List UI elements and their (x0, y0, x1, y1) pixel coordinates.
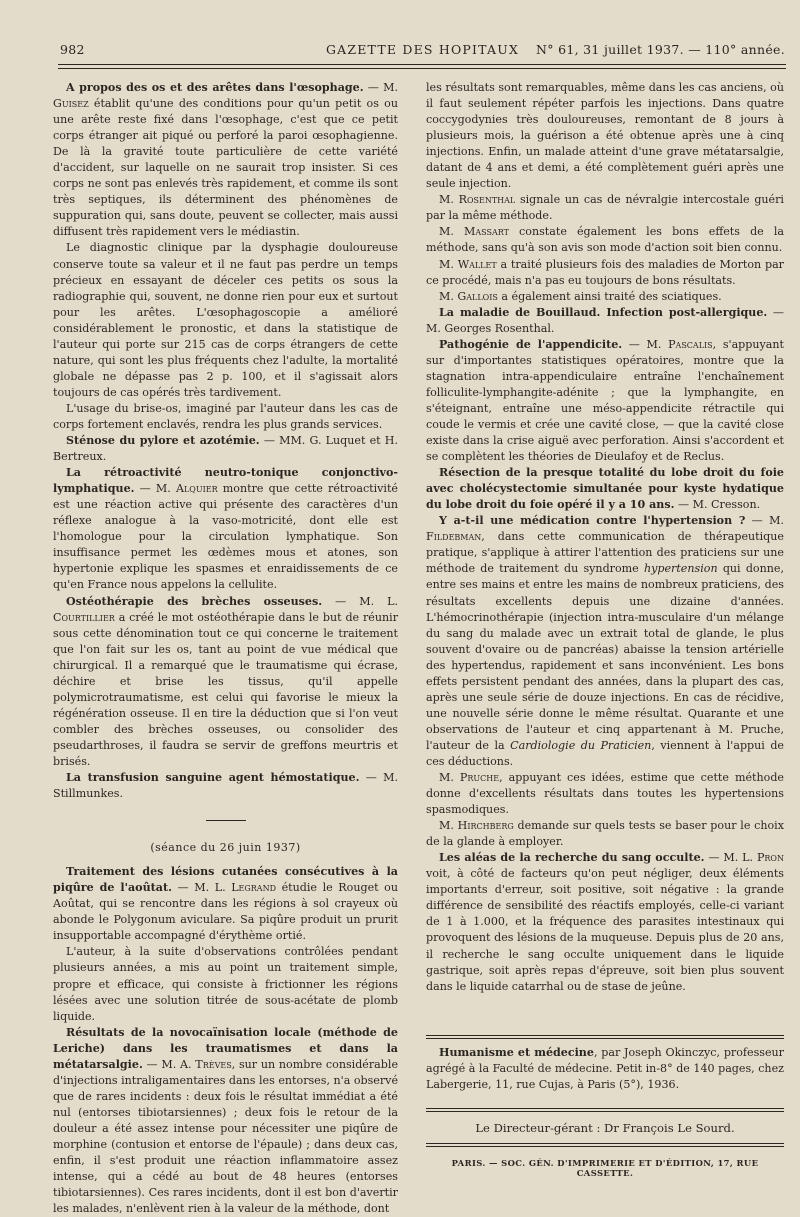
author-name: Rosenthal (458, 193, 516, 207)
issue-info: N° 61, 31 juillet 1937. — 110° année. (536, 42, 785, 57)
article-title: Résection de la presque totalité du lobe droit du foie avec cholécystectomie simultanée pour kyste hydatique du lobe droit du foie opéré il y a 10 ans. (426, 466, 784, 512)
author-name: Courtillier (53, 610, 115, 624)
article-paragraph (426, 465, 784, 513)
paragraph-text: , sur un nombre considérable d'injections intraligamentaires dans les entorses, n'a observé que de rares incidents : deux fois le résultat immédiat a été nul (entorses tibiotarsiennes) ; deux fois le retour de la douleur a été assez intense pour nécessiter une piqûre de morphine (contusion et entorse de l'épaule) ; dans deux cas, enfin, il s'est produit une réaction inflammatoire assez intense, qui a cédé au bout de 48 heures (entorses tibiotarsiennes). Ces rares incidents, dont il est bon d'avertir les malades, n'enlèvent rien à la valeur de la méthode, dont (53, 1057, 399, 1216)
paragraph-text: voit, à côté de facteurs qu'on peut négliger, deux éléments importants d'erreur, soit positive, soit négative : la grande différence de sensibilité des réactifs employés, celle-ci variant de 1 à 1.000, et la fréquence des parasites intestinaux qui provoquent des lésions de la muqueuse. Depuis plus de 20 ans, il recherche le sang occulte uniquement dans le liquide gastrique, soit après repas d'épreuve, soit bien plus souvent dans le liquide catarrhal ou de stase de jeûne. (426, 867, 784, 993)
author-name: Fildebman (426, 530, 482, 544)
left-column (53, 80, 398, 1217)
paragraph-text: — M. Stillmunkes. (53, 771, 398, 801)
article-paragraph: Ostéothérapie des brèches osseuses. — M. L. Courtillier a créé le mot ostéothérapie dans le but de réunir sous cette dénomination tout ce qui concerne le traitement que l'on fait sur les os, tant au point de vue médical que chirurgical. Il a remarqué que le traumatisme qui écrase, déchire et brise les tissus, qu'il appelle polymicrotraumatisme, est celui qui favorise le mieux la régénération osseuse. Il en tire la déduction que si l'on veut combler des brèches osseuses, ou consolider des pseudarthroses, il faudra se servir de greffons meurtris et brisés. (53, 594, 398, 768)
paragraph-text: demande sur quels tests se baser pour le choix de la glande à employer. (426, 819, 784, 849)
author-name: Pruche (459, 771, 500, 785)
author-name: Pascalis (668, 337, 713, 351)
article-paragraph: M. Wallet a traité plusieurs fois des maladies de Morton par ce procédé, mais n'a pas eu toujours de bons résultats. (426, 257, 784, 287)
book-rule-bottom (426, 1108, 784, 1109)
book-rule-top-2 (426, 1038, 784, 1039)
header-rule (58, 64, 786, 65)
paragraph-text: , s'appuyant sur d'importantes statistiques opératoires, montre que la stagnation intra-appendiculaire entraîne l'enchaînement folliculite-lymphangite-adénite ; que la lymphangite, en s'éteignant, entraîne une méso-appendicite rétractile qui coude le vermis et crée une cavité close, — que la cavité close existe dans la crise aiguë avec perforation. Ainsi s'accordent et se complètent les théories de Dieulafoy et de Reclus. (426, 337, 785, 464)
author-name: A. Trèves (180, 1057, 232, 1071)
book-text: , par Joseph Okinczyc, professeur agrégé à la Faculté de médecine. Petit in-8° de 140 pages, chez Labergerie, 11, rue Cujas, à Paris (5°), 1936. (426, 1046, 784, 1091)
author-name: Alquier (175, 482, 218, 496)
article-title: Sténose du pylore et azotémie. (66, 434, 260, 448)
paragraph-text: — M. Cresson. (674, 498, 761, 512)
article-paragraph: La rétroactivité neutro-tonique conjonctivo-lymphatique. — M. Alquier montre que cette rétroactivité est une réaction active qui présente des caractères d'un réflexe analogue à la vaso-motricité, dont elle est l'homologue pour la circulation lymphatique. Son insuffisance permet les œdèmes mous et atones, son hypertonie explique les spasmes et enraidissements de ce qu'en France nous appelons la cellulite. (53, 466, 398, 592)
article-paragraph: Résultats de la novocaïnisation locale (méthode de Leriche) dans les traumatismes et dans la métatarsalgie. — M. A. Trèves, sur un nombre considérable d'injections intraligamentaires dans les entorses, n'a observé que de rares incidents : deux fois le résultat immédiat a été nul (entorses tibiotarsiennes) ; deux fois le retour de la douleur a été assez intense pour nécessiter une piqûre de morphine (contusion et entorse de l'épaule) ; dans deux cas, enfin, il s'est produit une réaction inflammatoire assez intense, qui a cédé au bout de 48 heures (entorses tibiotarsiennes). Ces rares incidents, dont il est bon d'avertir les malades, n'enlèvent rien à la valeur de la méthode, dont (53, 1025, 399, 1216)
article-paragraph: Le diagnostic clinique par la dysphagie douloureuse conserve toute sa valeur et il ne faut pas perdre un temps précieux en essayant de déceler ces petits os sous la radiographie qui, souvent, ne donne rien pour eux et surtout pour les arêtes. L'œsophagoscopie a amélioré considérablement le pronostic, et dans la statistique de l'auteur qui porte sur 215 cas de corps étrangers de cette nature, qui sont les plus fréquents chez l'adulte, la mortalité globale ne dépasse pas 2 p. 100, et il s'agissait alors toujours de cas opérés très tardivement. (53, 241, 398, 399)
article-title: A propos des os et des arêtes dans l'œsophage. (66, 81, 364, 94)
author-name: Gallois (457, 289, 498, 303)
author-name: Guisez (53, 97, 89, 111)
book-paragraph (426, 1045, 784, 1093)
paragraph-text: qui donne, entre ses mains et entre les mains de nombreux praticiens, des résultats excellents depuis une dizaine d'années. L'hémocrinothérapie (injection intra-musculaire d'un mélange du sang du malade avec un extrait total de glande, le plus souvent d'ovaire ou de pancréas) abaisse la tension artérielle des hypertendus, rapidement et sans inconvénient. Les bons effets persistent pendant des années, dans la plupart des cas, après une seule série de douze injections. En cas de récidive, une nouvelle série donne le même résultat. Quarante et une observations de l'auteur et cinq appartenant à M. Pruche, l'auteur de la (426, 562, 784, 752)
paragraph-text: — MM. G. Luquet et H. Bertreux. (53, 434, 398, 464)
printer-line: PARIS. — SOC. GÉN. D'IMPRIMERIE ET D'ÉDITION, 17, RUE CASSETTE. (451, 1158, 759, 1178)
article-paragraph: M. Gallois a également ainsi traité des sciatiques. (439, 289, 722, 303)
author-name: Wallet (457, 257, 497, 271)
article-title: La rétroactivité neutro-tonique conjonctivo-lymphatique. (53, 466, 398, 496)
article-paragraph: Pathogénie de l'appendicite. — M. Pascalis, s'appuyant sur d'importantes statistiques opératoires, montre que la stagnation intra-appendiculaire entraîne l'enchaînement folliculite-lymphangite-adénite ; que la lymphangite, en s'éteignant, entraîne une méso-appendicite rétractile qui coude le vermis et crée une cavité close, — que la cavité close existe dans la crise aiguë avec perforation. Ainsi s'accordent et se complètent les théories de Dieulafoy et de Reclus. (426, 337, 785, 464)
article-paragraph: M. Pruche, appuyant ces idées, estime que cette méthode donne d'excellents résultats dans toutes les hypertensions spasmodiques. (426, 771, 784, 817)
session-heading: (séance du 26 juin 1937) (150, 841, 301, 855)
paragraph-text: signale un cas de névralgie intercostale guéri par la même méthode. (426, 193, 784, 223)
footer-rule-2 (426, 1146, 784, 1147)
section-separator (53, 812, 398, 828)
paragraph-text: , dans cette communication de thérapeutique pratique, s'applique à attirer l'attention des praticiens sur une méthode de traitement du syndrome (426, 530, 784, 576)
article-paragraph: Y a-t-il une médication contre l'hypertension ? — M. Fildebman, dans cette communication de thérapeutique pratique, s'applique à attirer l'attention des praticiens sur une méthode de traitement du syndrome hypertension qui donne, entre ses mains et entre les mains de nombreux praticiens, des résultats excellents depuis une dizaine d'années. L'hémocrinothérapie (injection intra-musculaire d'un mélange du sang du malade avec un extrait total de glande, le plus souvent d'ovaire ou de pancréas) abaisse la tension artérielle des hypertendus, rapidement et sans inconvénient. Les bons effets persistent pendant des années, dans la plupart des cas, après une seule série de douze injections. En cas de récidive, une nouvelle série donne le même résultat. Quarante et une observations de l'auteur et cinq appartenant à M. Pruche, l'auteur de la Cardiologie du Praticien, viennent à l'appui de ces déductions. (426, 514, 784, 768)
paragraph-text: établit qu'une des conditions pour qu'un petit os ou une arête reste fixé dans l'œsophage, c'est que ce petit corps étranger ait piqué ou perforé la paroi œsophagienne. De là la gravité toute particulière de cette variété d'accident, sur laquelle on ne saurait trop insister. Si ces corps ne sont pas enlevés très rapidement, et comme ils sont très septiques, ils déterminent des phénomènes de suppuration qui, sans doute, peuvent se collecter, mais aussi diffusent très rapidement vers le médiastin. (53, 97, 398, 239)
article-title: Y a-t-il une médication contre l'hypertension ? (439, 514, 746, 528)
paragraph-text: a traité plusieurs fois des maladies de Morton par ce procédé, mais n'a pas eu toujours de bons résultats. (426, 257, 784, 287)
author-name: L. Legrand (214, 881, 277, 895)
article-title: Traitement des lésions cutanées consécutives à la piqûre de l'aoûtat. (53, 865, 398, 895)
paragraph-text: montre que cette rétroactivité est une réaction active qui présente des caractères d'un réflexe analogue à la vaso-motricité, dont elle est l'homologue pour la circulation lymphatique. Son insuffisance permet les œdèmes mous et atones, son hypertonie explique les spasmes et enraidissements de ce qu'en France nous appelons la cellulite. (53, 482, 398, 592)
director-signature: Le Directeur-gérant : Dr François Le Sourd. (475, 1121, 735, 1135)
article-paragraph: Les aléas de la recherche du sang occulte. — M. L. Pron voit, à côté de facteurs qu'on peut négliger, deux éléments importants d'erreur, soit positive, soit négative : la grande différence de sensibilité des réactifs employés, celle-ci variant de 1 à 1.000, et la fréquence des parasites intestinaux qui provoquent des lésions de la muqueuse. Depuis plus de 20 ans, il recherche le sang occulte uniquement dans le liquide gastrique, soit après repas d'épreuve, soit bien plus souvent dans le liquide catarrhal ou de stase de jeûne. (426, 851, 784, 993)
paragraph-text: a également ainsi traité des sciatiques. (497, 289, 722, 303)
article-title: La maladie de Bouillaud. Infection post-allergique. (439, 305, 768, 319)
article-title: Ostéothérapie des brèches osseuses. (66, 594, 323, 608)
paragraph-text: — M. Georges Rosenthal. (426, 305, 785, 335)
author-name: L. Pron (742, 851, 784, 865)
author-name: Massart (464, 225, 509, 239)
italic-term: Cardiologie du Praticien (510, 738, 652, 752)
header-rule-thin (58, 68, 786, 69)
article-paragraph (53, 770, 398, 802)
paragraph-text: a créé le mot ostéothérapie dans le but de réunir sous cette dénomination tout ce qui concerne le traitement que l'on fait sur les os, tant au point de vue médical que chirurgical. Il a remarqué que le traumatisme qui écrase, déchire et brise les tissus, qu'il appelle polymicrotraumatisme, est celui qui favorise le mieux la régénération osseuse. Il en tire la déduction que si l'on veut combler des brèches osseuses, ou consolider des pseudarthroses, il faudra se servir de greffons meurtris et brisés. (53, 610, 398, 768)
article-paragraph: M. Hirchberg demande sur quels tests se baser pour le choix de la glande à employer. (426, 819, 784, 849)
article-paragraph: M. Rosenthal signale un cas de névralgie intercostale guéri par la même méthode. (426, 193, 784, 223)
article-paragraph: les résultats sont remarquables, même dans les cas anciens, où il faut seulement répéter parfois les injections. Dans quatre coccygodynies très douloureuses, remontant de 8 jours à plusieurs mois, la guérison a été obtenue après une à cinq injections. Enfin, un malade atteint d'une grave métatarsalgie, datant de 4 ans et demi, a été complètement guéri après une seule injection. (426, 81, 784, 191)
book-notice (426, 1045, 784, 1093)
paragraph-text: constate également les bons effets de la méthode, sans qu'à son avis son mode d'action soit bien connu. (426, 225, 784, 255)
article-paragraph (53, 80, 398, 240)
author-name: Hirchberg (457, 819, 514, 833)
journal-title: GAZETTE DES HOPITAUX (325, 42, 520, 57)
article-title: Résultats de la novocaïnisation locale (méthode de Leriche) dans les traumatismes et dans la métatarsalgie. (53, 1025, 398, 1071)
paragraph-text: étudie le Rouget ou Aoûtat, qui se rencontre dans les régions à sol crayeux où abonde le Polygonum aviculare. Sa piqûre produit un prurit insupportable accompagné d'érythème ortié. (53, 881, 399, 943)
article-paragraph (426, 305, 784, 337)
article-title: La transfusion sanguine agent hémostatique. (66, 771, 360, 785)
article-paragraph: Traitement des lésions cutanées consécutives à la piqûre de l'aoûtat. — M. L. Legrand étudie le Rouget ou Aoûtat, qui se rencontre dans les régions à sol crayeux où abonde le Polygonum aviculare. Sa piqûre produit un prurit insupportable accompagné d'érythème ortié. (53, 865, 399, 943)
book-title: Humanisme et médecine (439, 1046, 594, 1059)
article-paragraph (53, 433, 398, 465)
article-paragraph: L'auteur, à la suite d'observations contrôlées pendant plusieurs années, a mis au point un traitement simple, propre et efficace, qui consiste à frictionner les régions lésées avec une solution titrée de sous-acétate de plomb liquide. (53, 945, 398, 1023)
footer-rule (426, 1143, 784, 1144)
book-rule-top (426, 1035, 784, 1036)
right-column (426, 80, 784, 995)
dash: — M. (363, 81, 398, 94)
article-title: Pathogénie de l'appendicite. (439, 337, 623, 351)
page-number: 982 (60, 42, 85, 57)
article-paragraph: L'usage du brise-os, imaginé par l'auteur dans les cas de corps fortement enclavés, rendra les plus grands services. (53, 401, 398, 431)
article-title: Les aléas de la recherche du sang occulte. (439, 851, 705, 865)
paragraph-text: , viennent à l'appui de ces déductions. (426, 738, 784, 768)
page-header (60, 42, 785, 62)
book-rule-bottom-2 (426, 1111, 784, 1112)
article-paragraph: M. Massart constate également les bons effets de la méthode, sans qu'à son avis son mode d'action soit bien connu. (426, 225, 784, 255)
paragraph-text: , appuyant ces idées, estime que cette méthode donne d'excellents résultats dans toutes les hypertensions spasmodiques. (426, 771, 784, 817)
italic-term: hypertension (643, 562, 718, 576)
